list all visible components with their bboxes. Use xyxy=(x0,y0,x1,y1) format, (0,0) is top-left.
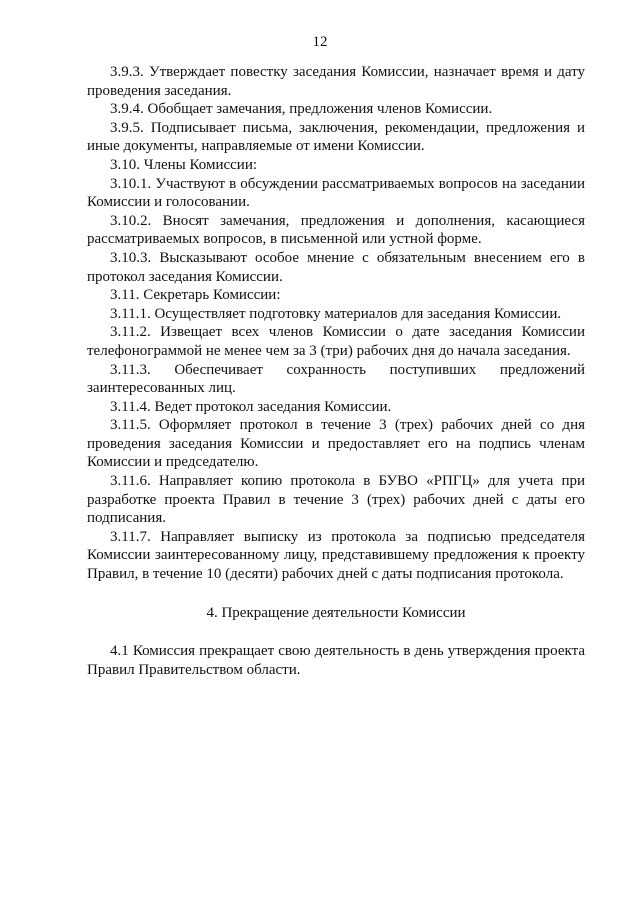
paragraph-3-10: 3.10. Члены Комиссии: xyxy=(110,156,258,173)
paragraph-3-11-4: 3.11.4. Ведет протокол заседания Комиссии. xyxy=(110,398,392,415)
page-number: 12 xyxy=(312,34,328,50)
section-heading: 4. Прекращение деятельности Комиссии xyxy=(206,604,466,621)
paragraph-3-11: 3.11. Секретарь Комиссии: xyxy=(110,287,281,304)
paragraph-3-10-3: 3.10.3. Высказывают особое мнение с обязательным внесением его в протокол заседания Комиссии. xyxy=(87,249,585,285)
paragraph-3-11-2: 3.11.2. Извещает всех членов Комиссии о дате заседания Комиссии телефонограммой не менее чем за 3 (три) рабочих дня до начала заседания. xyxy=(87,324,585,359)
paragraph-3-10-1: 3.10.1. Участвуют в обсуждении рассматриваемых вопросов на заседании Комиссии и голосовании. xyxy=(87,175,585,211)
paragraph-3-11-7: 3.11.7. Направляет выписку из протокола за подписью председателя Комиссии заинтересованному лицу, представившему предложения к проекту Правил, в течение 10 (десяти) рабочих дней с даты подписания протокола. xyxy=(87,528,585,583)
paragraph-3-11-1: 3.11.1. Осуществляет подготовку материалов для заседания Комиссии. xyxy=(110,305,562,322)
paragraph-3-9-4: 3.9.4. Обобщает замечания, предложения членов Комиссии. xyxy=(110,101,493,118)
paragraph-3-9-5: 3.9.5. Подписывает письма, заключения, рекомендации, предложения и иные документы, направляемые от имени Комиссии. xyxy=(87,119,585,155)
paragraph-3-9-3: 3.9.3. Утверждает повестку заседания Комиссии, назначает время и дату проведения заседания. xyxy=(87,64,585,99)
paragraph-3-10-2: 3.10.2. Вносят замечания, предложения и дополнения, касающиеся рассматриваемых вопросов, в письменной или устной форме. xyxy=(87,212,585,248)
paragraph-4-1: 4.1 Комиссия прекращает свою деятельность в день утверждения проекта Правил Правительством области. xyxy=(87,643,585,678)
document-body xyxy=(87,63,585,679)
paragraph-3-11-3: 3.11.3. Обеспечивает сохранность поступивших предложений заинтересованных лиц. xyxy=(87,361,585,397)
paragraph-3-11-6: 3.11.6. Направляет копию протокола в БУВО «РПГЦ» для учета при разработке проекта Правил в течение 3 (трех) рабочих дней с даты его подписания. xyxy=(87,473,585,527)
paragraph-3-11-5: 3.11.5. Оформляет протокол в течение 3 (трех) рабочих дней со дня проведения заседания Комиссии и предоставляет его на подпись членам Комиссии и председателю. xyxy=(87,417,585,471)
